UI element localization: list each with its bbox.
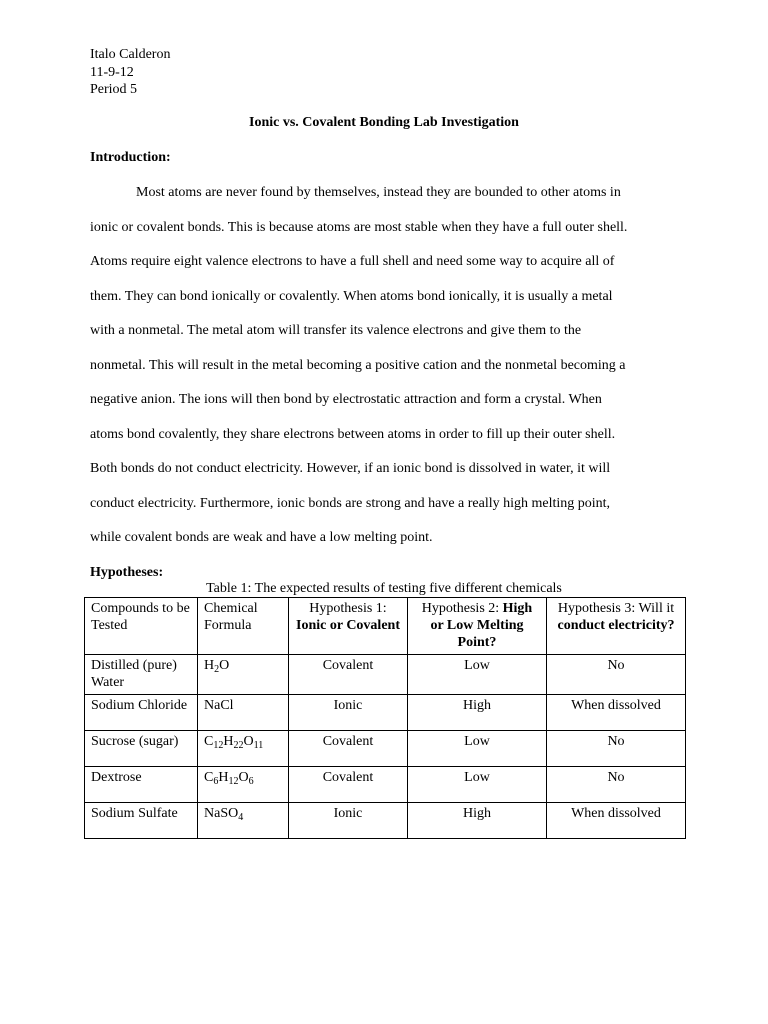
formula-subscript: 22 xyxy=(233,740,244,751)
bond-type-cell: Ionic xyxy=(289,803,408,839)
compound-cell: Dextrose xyxy=(85,767,198,803)
formula-subscript: 4 xyxy=(238,812,244,823)
class-period: Period 5 xyxy=(90,82,138,97)
introduction-line: Atoms require eight valence electrons to have a full shell and need some way to acquire all of xyxy=(90,254,615,269)
formula-symbol: NaCl xyxy=(204,698,234,713)
conductivity-cell: No xyxy=(547,767,686,803)
melting-point-cell: High xyxy=(408,695,547,731)
header-hypothesis-2-label: Hypothesis 2: xyxy=(421,601,500,616)
header-hypothesis-3 xyxy=(547,598,686,655)
compound-cell: Sucrose (sugar) xyxy=(85,731,198,767)
document-date: 11-9-12 xyxy=(90,65,134,80)
compound-cell: Distilled (pure) Water xyxy=(85,655,198,695)
formula-cell xyxy=(198,731,289,767)
table-caption: Table 1: The expected results of testing five different chemicals xyxy=(206,581,562,596)
introduction-line: Both bonds do not conduct electricity. However, if an ionic bond is dissolved in water, it will xyxy=(90,461,611,476)
bond-type-cell: Covalent xyxy=(289,655,408,695)
formula-cell xyxy=(198,767,289,803)
header-hypothesis-1-question: Ionic or Covalent xyxy=(296,618,400,633)
melting-point-cell: Low xyxy=(408,731,547,767)
table-row xyxy=(85,767,686,803)
table-row xyxy=(85,655,686,695)
table-body xyxy=(85,655,686,839)
table-row xyxy=(85,731,686,767)
header-hypothesis-3-label: Hypothesis 3: Will it xyxy=(557,601,675,616)
conductivity-cell: No xyxy=(547,731,686,767)
header-hypothesis-1-label: Hypothesis 1: xyxy=(309,601,387,616)
introduction-line: them. They can bond ionically or covalently. When atoms bond ionically, it is usually a metal xyxy=(90,288,613,304)
introduction-line: conduct electricity. Furthermore, ionic bonds are strong and have a really high melting point, xyxy=(90,495,611,511)
formula-symbol: C xyxy=(204,770,214,785)
formula-subscript: 12 xyxy=(228,776,239,787)
introduction-line: ionic or covalent bonds. This is because atoms are most stable when they have a full outer shell. xyxy=(90,219,628,235)
formula-symbol: O xyxy=(219,658,230,673)
header-formula: Chemical Formula xyxy=(198,598,289,655)
formula-cell xyxy=(198,695,289,731)
header-hypothesis-3-question: conduct electricity? xyxy=(557,618,675,633)
table-row xyxy=(85,695,686,731)
hypotheses-table xyxy=(84,597,686,839)
header-hypothesis-2-question: High or Low Melting Point? xyxy=(430,601,533,650)
table-header-row xyxy=(85,598,686,655)
melting-point-cell: Low xyxy=(408,767,547,803)
conductivity-cell: No xyxy=(547,655,686,695)
bond-type-cell: Covalent xyxy=(289,767,408,803)
conductivity-cell: When dissolved xyxy=(547,695,686,731)
introduction-line: negative anion. The ions will then bond by electrostatic attraction and form a crystal. When xyxy=(90,392,602,407)
melting-point-cell: Low xyxy=(408,655,547,695)
header-hypothesis-2 xyxy=(408,598,547,655)
formula-subscript: 11 xyxy=(253,740,264,751)
conductivity-cell: When dissolved xyxy=(547,803,686,839)
formula-cell xyxy=(198,655,289,695)
header-compounds: Compounds to be Tested xyxy=(85,598,198,655)
bond-type-cell: Covalent xyxy=(289,731,408,767)
formula-symbol: C xyxy=(204,734,214,749)
formula-cell xyxy=(198,803,289,839)
hypotheses-heading: Hypotheses: xyxy=(90,565,164,580)
introduction-line: nonmetal. This will result in the metal becoming a positive cation and the nonmetal becoming a xyxy=(90,357,626,373)
author-name: Italo Calderon xyxy=(90,47,171,62)
introduction-line: atoms bond covalently, they share electrons between atoms in order to fill up their outer shell. xyxy=(90,426,616,442)
header-hypothesis-1 xyxy=(289,598,408,655)
introduction-line: with a nonmetal. The metal atom will transfer its valence electrons and give them to the xyxy=(90,323,582,338)
formula-symbol: H xyxy=(223,734,234,749)
bond-type-cell: Ionic xyxy=(289,695,408,731)
formula-symbol: O xyxy=(238,770,249,785)
formula-subscript: 6 xyxy=(213,776,219,787)
introduction-heading: Introduction: xyxy=(90,150,171,165)
introduction-line: Most atoms are never found by themselves, instead they are bounded to other atoms in xyxy=(136,185,621,200)
page-title: Ionic vs. Covalent Bonding Lab Investigation xyxy=(249,115,519,130)
introduction-line: while covalent bonds are weak and have a low melting point. xyxy=(90,530,433,545)
melting-point-cell: High xyxy=(408,803,547,839)
formula-symbol: H xyxy=(218,770,229,785)
formula-symbol: NaSO xyxy=(204,806,239,821)
formula-symbol: O xyxy=(243,734,254,749)
formula-symbol: H xyxy=(204,658,215,673)
formula-subscript: 6 xyxy=(248,776,254,787)
compound-cell: Sodium Sulfate xyxy=(85,803,198,839)
compound-cell: Sodium Chloride xyxy=(85,695,198,731)
formula-subscript: 2 xyxy=(214,664,220,675)
formula-subscript: 12 xyxy=(213,740,224,751)
table-row xyxy=(85,803,686,839)
